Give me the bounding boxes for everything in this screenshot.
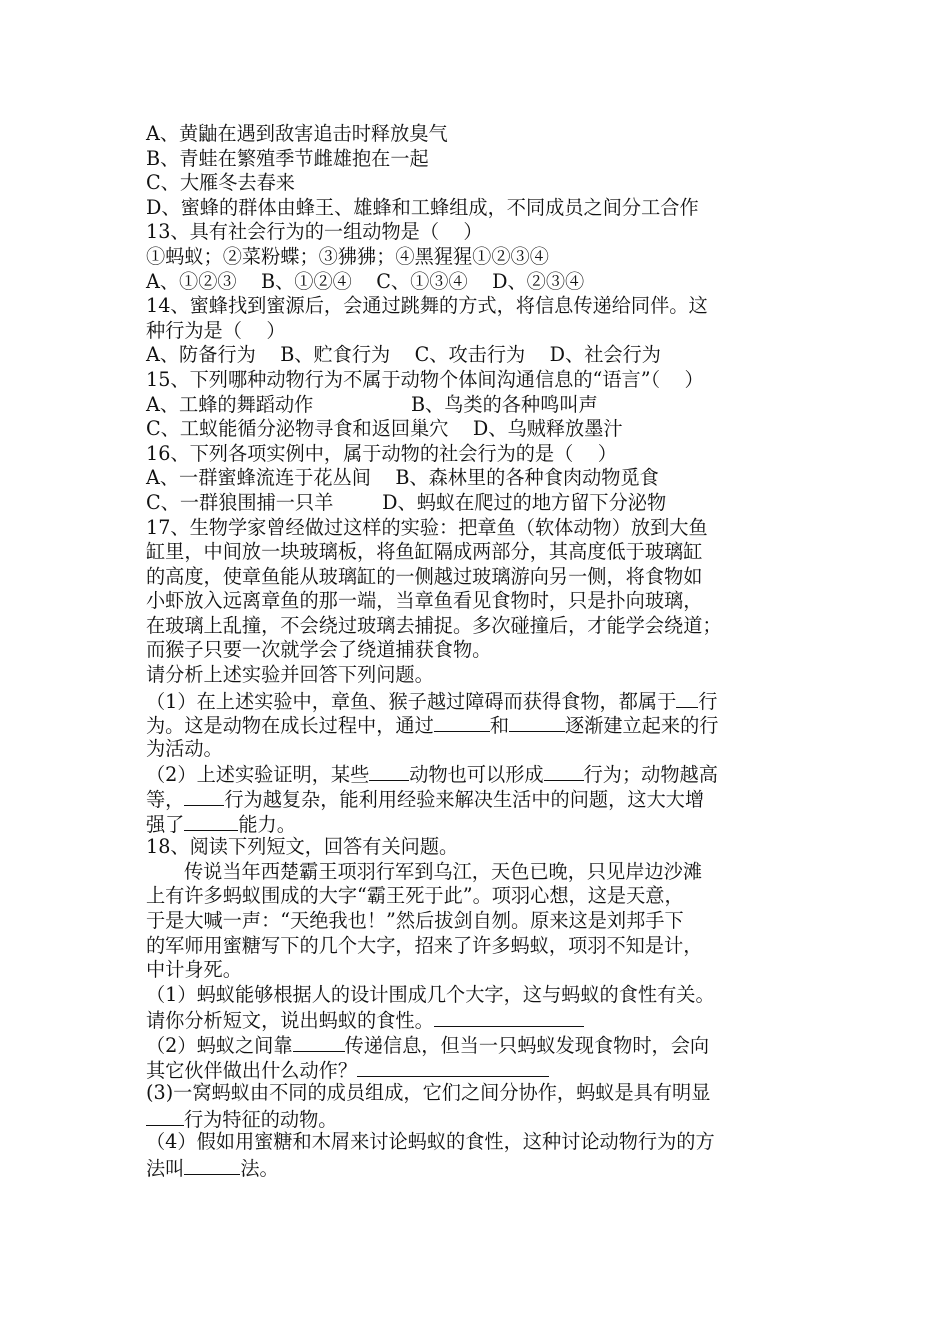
q18-4-text: 法叫 <box>146 1156 185 1180</box>
q17-2-text: （2）上述实验证明，某些 <box>146 763 370 787</box>
q18-3-text: 行为特征的动物。 <box>184 1107 338 1131</box>
text-line <box>146 1057 826 1082</box>
answer-blank[interactable] <box>509 712 565 732</box>
passage-line: 中计身死。 <box>146 958 242 982</box>
text-line <box>146 712 826 737</box>
answer-blank[interactable] <box>434 1007 584 1027</box>
q18-2-text: 其它伙伴做出什么动作？ <box>146 1058 358 1082</box>
text-line: A、工蜂的舞蹈动作 B、鸟类的各种鸣叫声 <box>146 392 598 416</box>
q17-2-text: 行为越复杂，能利用经验来解决生活中的问题，这大大增 <box>224 788 705 812</box>
text-line: (3)一窝蚂蚁由不同的成员组成，它们之间分协作，蚂蚁是具有明显 <box>146 1081 711 1105</box>
answer-blank[interactable] <box>357 1057 549 1077</box>
question-14: 14、蜜蜂找到蜜源后，会通过跳舞的方式，将信息传递给同伴。这 <box>146 294 708 318</box>
text-line <box>146 1106 826 1131</box>
answer-blank[interactable] <box>676 688 698 708</box>
text-line: 的高度，使章鱼能从玻璃缸的一侧越过玻璃游向另一侧，将食物如 <box>146 564 703 588</box>
text-line <box>146 1155 826 1180</box>
question-16: 16、下列各项实例中，属于动物的社会行为的是（ ） <box>146 441 617 465</box>
text-line: ①蚂蚁；②菜粉蝶；③狒狒；④黑猩猩①②③④ <box>146 244 549 268</box>
q18-4-text: 法。 <box>240 1156 279 1180</box>
q17-1-text: 和 <box>489 714 509 738</box>
q17-1-text: （1）在上述实验中，章鱼、猴子越过障碍而获得食物，都属于 <box>146 689 677 713</box>
text-line: 种行为是（ ） <box>146 318 286 342</box>
q18-2-text: （2）蚂蚁之间靠 <box>146 1033 293 1057</box>
text-line <box>146 761 826 786</box>
text-line: C、一群狼围捕一只羊 D、蚂蚁在爬过的地方留下分泌物 <box>146 490 667 514</box>
text-line: （1）蚂蚁能够根据人的设计围成几个大字，这与蚂蚁的食性有关。 <box>146 982 715 1006</box>
answer-blank[interactable] <box>369 761 409 781</box>
q17-2-text: 强了 <box>146 812 185 836</box>
text-line <box>146 688 826 713</box>
text-line: 在玻璃上乱撞，不会绕过玻璃去捕捉。多次碰撞后，才能学会绕道； <box>146 613 722 637</box>
q17-2-text: 等， <box>146 788 185 812</box>
answer-blank[interactable] <box>146 1106 184 1126</box>
text-line: B、青蛙在繁殖季节雌雄抱在一起 <box>146 146 429 170</box>
text-line: A、①②③ B、①②④ C、①③④ D、②③④ <box>146 269 585 293</box>
text-line: C、大雁冬去春来 <box>146 171 295 195</box>
q18-1-text: 请你分析短文，说出蚂蚁的食性。 <box>146 1009 434 1033</box>
q17-1-text: 逐渐建立起来的行 <box>565 714 719 738</box>
passage-line: 的军师用蜜糖写下的几个大字，招来了许多蚂蚁，项羽不知是计， <box>146 933 703 957</box>
text-line: A、黄鼬在遇到敌害追击时释放臭气 <box>146 122 448 145</box>
q17-1-text: 行 <box>698 689 718 713</box>
text-line: D、蜜蜂的群体由蜂王、雄蜂和工蜂组成，不同成员之间分工合作 <box>146 195 699 219</box>
answer-blank[interactable] <box>293 1032 345 1052</box>
question-13: 13、具有社会行为的一组动物是（ ） <box>146 220 483 244</box>
q17-1-text: 为。这是动物在成长过程中，通过 <box>146 714 434 738</box>
q18-2-text: 传递信息，但当一只蚂蚁发现食物时，会向 <box>344 1033 710 1057</box>
answer-blank[interactable] <box>184 1155 240 1175</box>
question-18: 18、阅读下列短文，回答有关问题。 <box>146 835 459 859</box>
text-line <box>146 786 826 811</box>
text-line: 小虾放入远离章鱼的那一端，当章鱼看见食物时，只是扑向玻璃， <box>146 589 703 613</box>
passage-line: 上有许多蚂蚁围成的大字“霸王死于此”。项羽心想，这是天意， <box>146 884 684 908</box>
text-line <box>146 1007 826 1032</box>
text-line: （4）假如用蜜糖和木屑来讨论蚂蚁的食性，这种讨论动物行为的方 <box>146 1130 715 1154</box>
q17-2-text: 动物也可以形成 <box>409 763 544 787</box>
text-line <box>146 811 826 836</box>
text-line: 缸里，中间放一块玻璃板，将鱼缸隔成两部分，其高度低于玻璃缸 <box>146 540 703 564</box>
passage-line: 传说当年西楚霸王项羽行军到乌江，天色已晚，只见岸边沙滩 <box>184 859 703 883</box>
answer-blank[interactable] <box>184 786 224 806</box>
text-line: 请分析上述实验并回答下列问题。 <box>146 663 434 687</box>
text-line <box>146 1032 826 1057</box>
text-line: 为活动。 <box>146 736 223 760</box>
q17-2-text: 行为；动物越高 <box>583 763 718 787</box>
answer-blank[interactable] <box>544 761 584 781</box>
document-page <box>146 122 826 1180</box>
answer-blank[interactable] <box>434 712 490 732</box>
text-line: A、一群蜜蜂流连于花丛间 B、森林里的各种食肉动物觅食 <box>146 466 659 490</box>
answer-blank[interactable] <box>184 811 238 831</box>
passage-line: 于是大喊一声：“天绝我也！”然后拔剑自刎。原来这是刘邦手下 <box>146 909 684 932</box>
text-line: A、防备行为 B、贮食行为 C、攻击行为 D、社会行为 <box>146 343 661 367</box>
text-line: C、工蚁能循分泌物寻食和返回巢穴 D、乌贼释放墨汁 <box>146 417 623 441</box>
question-17: 17、生物学家曾经做过这样的实验：把章鱼（软体动物）放到大鱼 <box>146 515 708 539</box>
text-line: 而猴子只要一次就学会了绕道捕获食物。 <box>146 638 492 662</box>
question-15: 15、下列哪种动物行为不属于动物个体间沟通信息的“语言”（ ） <box>146 367 704 391</box>
q17-2-text: 能力。 <box>238 812 296 836</box>
